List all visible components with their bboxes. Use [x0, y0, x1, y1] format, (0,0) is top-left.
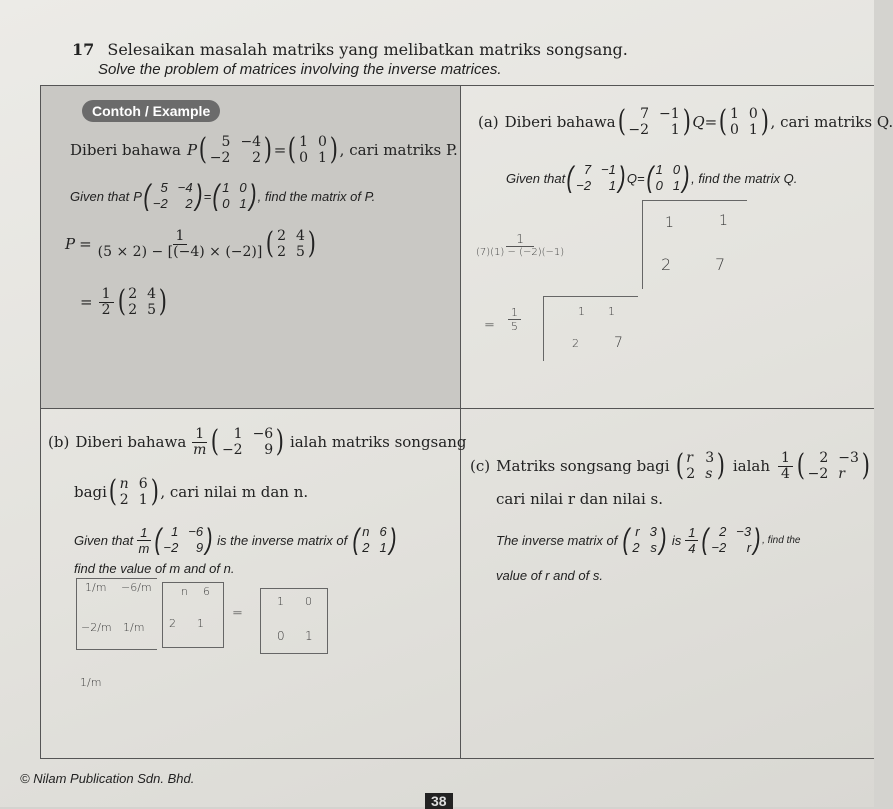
part-a-handwritten-matrix2	[543, 296, 638, 361]
matrix-cell: −2	[576, 178, 592, 193]
part-c-inverse: ( 2 −3 −2 r )	[796, 448, 870, 483]
matrix-cell: −2	[628, 122, 649, 138]
matrix-cell: 2	[277, 228, 286, 244]
part-a-matrix-en: ( 7 −1 −2 1 )	[566, 161, 626, 194]
equals-sign: =	[79, 235, 92, 253]
matrix-cell: s	[705, 466, 713, 482]
part-a-given-en-suffix: , find the matrix Q.	[691, 170, 798, 186]
matrix-cell: 5	[221, 134, 231, 150]
handwritten-equals: =	[484, 318, 495, 333]
equals-sign: =	[704, 113, 718, 131]
matrix-cell: 1	[748, 122, 758, 138]
matrix-cell: 2	[185, 196, 193, 211]
part-b-en-prefix: Given that	[74, 532, 134, 548]
part-c-given-ms	[470, 450, 872, 482]
matrix-cell: 1	[138, 492, 148, 508]
part-b-given-ms-line2	[74, 476, 308, 508]
fraction-numerator: 1	[685, 525, 698, 541]
part-b-en-line2: find the value of m and of n.	[74, 561, 235, 576]
fraction-denominator: m	[138, 540, 150, 556]
matrix-cell: −1	[659, 106, 680, 122]
part-b-matrix: ( n 6 2 1 )	[108, 474, 159, 509]
part-b-ms-prefix: Diberi bahawa	[75, 433, 187, 451]
matrix-cell: −6/m	[121, 581, 152, 594]
matrix-cell: 4	[296, 228, 305, 244]
example-formula-fraction	[98, 229, 263, 260]
handwritten-equals: =	[232, 606, 243, 621]
matrix-cell: n	[181, 585, 188, 598]
matrix-cell: 2	[819, 450, 829, 466]
question-title-ms: Selesaikan masalah matriks yang melibatkan matriks songsang.	[107, 40, 628, 59]
matrix-cell: 3	[705, 450, 715, 466]
matrix-cell: n	[119, 476, 129, 492]
part-b-inverse-en: ( 1 −6 −2 9 )	[154, 523, 213, 556]
matrix-cell: −2	[152, 196, 168, 211]
fraction-numerator: 1	[99, 287, 114, 303]
part-c-en-suffix: , find the	[762, 534, 801, 546]
part-a-given-ms-suffix: , cari matriks Q.	[770, 113, 893, 131]
matrix-cell: 1	[277, 595, 284, 608]
example-given-en	[70, 180, 375, 212]
grid-bottom-line	[40, 758, 874, 759]
matrix-cell: 2	[169, 617, 176, 630]
matrix-cell: −4	[240, 134, 262, 150]
matrix-cell: −2	[163, 540, 179, 555]
equals-sign: =	[273, 141, 287, 159]
matrix-cell: 1	[222, 180, 230, 195]
matrix-cell: 7	[640, 106, 649, 122]
part-a-handwritten-fraction	[476, 232, 564, 258]
equals-sign: =	[80, 293, 93, 311]
grid-middle-line	[460, 85, 461, 759]
matrix-cell: 1	[197, 617, 204, 630]
part-c-en-mid: is	[671, 532, 682, 548]
matrix-cell: 2	[632, 540, 640, 555]
matrix-cell: 6	[379, 524, 387, 539]
part-c-matrix: ( r 3 2 s )	[675, 448, 726, 483]
matrix-cell: 0	[729, 122, 739, 138]
matrix-cell: −2	[209, 150, 231, 166]
fraction-denominator: (5 × 2) − [(−4) × (−2)]	[97, 243, 263, 260]
copyright: © Nilam Publication Sdn. Bhd.	[20, 771, 195, 786]
fraction-numerator: 1	[137, 525, 150, 541]
matrix-cell: 1	[608, 305, 615, 318]
part-a-q-symbol: Q	[692, 113, 705, 131]
matrix-cell: 0	[672, 162, 681, 177]
page-number: 38	[425, 793, 453, 809]
matrix-cell: r	[838, 466, 845, 482]
matrix-cell: 5	[296, 244, 305, 260]
part-a-identity-en: ( 1 0 0 1 )	[646, 161, 690, 194]
part-b-ms-line2-prefix: bagi	[74, 483, 107, 501]
example-result-fraction	[99, 287, 114, 318]
matrix-cell: 1	[239, 196, 247, 211]
part-c-ms-mid: ialah	[732, 457, 771, 475]
part-b-handwritten-extra: 1/m	[80, 676, 102, 689]
matrix-cell: 1	[379, 540, 387, 555]
handwritten-denominator: (7)(1) − (−2)(−1)	[476, 247, 565, 258]
matrix-cell: −1	[601, 162, 616, 177]
matrix-cell: 9	[264, 442, 274, 458]
part-a-handwritten-matrix	[642, 200, 747, 289]
matrix-cell: 6	[138, 476, 148, 492]
example-adjoint: ( 2 4 2 5 )	[266, 226, 316, 261]
part-a-matrix: ( 7 −1 −2 1 )	[617, 104, 691, 139]
part-a-handwritten-frac2	[508, 306, 521, 333]
matrix-cell: r	[686, 450, 693, 466]
example-matrix-a-en: ( 5 −4 −2 2 )	[143, 179, 203, 212]
matrix-cell: s	[650, 540, 657, 555]
matrix-cell: −6	[252, 426, 274, 442]
matrix-cell: 5	[147, 302, 157, 318]
example-result	[80, 286, 169, 318]
matrix-cell: 2	[719, 524, 727, 539]
matrix-cell: 1	[608, 178, 616, 193]
matrix-cell: 1	[729, 106, 739, 122]
matrix-cell: −2	[711, 540, 727, 555]
grid-mid-line	[40, 408, 874, 409]
fraction-numerator: 1	[173, 229, 188, 245]
matrix-cell: r	[635, 524, 640, 539]
fraction-denominator: 4	[781, 465, 790, 482]
example-formula	[65, 228, 318, 260]
part-c-fraction	[778, 451, 793, 482]
matrix-cell: 5	[160, 180, 168, 195]
example-matrix-a: ( 5 −4 −2 2 )	[198, 132, 273, 167]
matrix-cell: 9	[195, 540, 204, 555]
matrix-cell: 0	[655, 178, 663, 193]
matrix-cell: 2	[277, 244, 286, 260]
example-badge: Contoh / Example	[82, 100, 220, 122]
part-b-given-ms	[48, 426, 466, 458]
part-c-label: (c)	[470, 457, 491, 475]
part-c-matrix-en: ( r 3 2 s )	[622, 523, 667, 556]
fraction-denominator: 4	[688, 540, 696, 556]
part-b-en-mid: is the inverse matrix of	[217, 532, 348, 548]
matrix-cell: 7	[583, 162, 592, 177]
example-p-symbol: P	[186, 141, 198, 159]
part-a-given-en	[506, 162, 797, 194]
matrix-cell: 3	[649, 524, 657, 539]
example-p-symbol: P	[65, 235, 76, 253]
matrix-cell: 1	[233, 426, 243, 442]
equals-sign: =	[637, 170, 645, 186]
matrix-cell: 0	[318, 134, 327, 150]
example-identity: ( 1 0 0 1 )	[288, 132, 338, 167]
matrix-cell: r	[746, 540, 752, 555]
fraction-denominator: m	[193, 441, 207, 458]
part-a-given-ms	[478, 106, 893, 138]
part-b-handwritten-matrix2	[162, 582, 224, 648]
matrix-cell: 2	[661, 255, 672, 274]
handwritten-numerator: 1	[506, 232, 534, 247]
example-p-symbol: P	[133, 188, 142, 204]
part-a-given-en-prefix: Given that	[506, 170, 566, 186]
fraction-numerator: 1	[192, 427, 207, 443]
matrix-cell: 0	[305, 595, 312, 608]
matrix-cell: 2	[128, 286, 138, 302]
matrix-cell: 1	[719, 213, 728, 229]
matrix-cell: 1	[318, 150, 327, 166]
part-a-given-ms-prefix: Diberi bahawa	[504, 113, 616, 131]
part-b-handwritten-identity	[260, 588, 328, 654]
matrix-cell: 7	[715, 255, 726, 274]
matrix-cell: 4	[147, 286, 157, 302]
part-b-ms-line2-suffix: , cari nilai m dan n.	[160, 483, 309, 501]
matrix-cell: 0	[748, 106, 758, 122]
part-b-ms-mid: ialah matriks songsang	[289, 433, 467, 451]
matrix-cell: 1	[305, 629, 313, 643]
part-c-inverse-en: ( 2 −3 −2 r )	[701, 523, 761, 556]
matrix-cell: −4	[177, 180, 193, 195]
matrix-cell: −2	[221, 442, 243, 458]
part-b-fraction-en	[137, 525, 150, 556]
matrix-cell: 2	[128, 302, 138, 318]
part-b-given-en	[74, 524, 398, 556]
question-title-en: Solve the problem of matrices involving the inverse matrices.	[98, 61, 502, 78]
part-c-ms-prefix: Matriks songsang bagi	[496, 457, 670, 475]
example-given-ms-prefix: Diberi bahawa	[70, 141, 181, 159]
matrix-cell: 2	[362, 540, 370, 555]
matrix-cell: 6	[203, 585, 210, 598]
matrix-cell: 1	[578, 305, 585, 318]
part-c-en-line2: value of r and of s.	[496, 568, 603, 583]
example-given-ms-suffix: , cari matriks P.	[339, 141, 458, 159]
matrix-cell: 0	[222, 196, 230, 211]
matrix-cell: 2	[686, 466, 696, 482]
part-c-given-en	[496, 524, 800, 556]
part-b-label: (b)	[48, 433, 70, 451]
matrix-cell: 2	[119, 492, 129, 508]
matrix-cell: 0	[277, 629, 285, 643]
fraction-numerator: 1	[778, 451, 793, 467]
part-c-fraction-en	[685, 525, 698, 556]
matrix-cell: 1	[171, 524, 179, 539]
part-a-label: (a)	[478, 113, 499, 131]
question-number: 17	[72, 40, 95, 59]
equals-sign: =	[203, 188, 212, 204]
handwritten-numerator: 1	[508, 306, 521, 320]
matrix-cell: −2/m	[81, 621, 112, 634]
matrix-cell: 0	[299, 150, 309, 166]
example-given-ms	[70, 134, 458, 166]
matrix-cell: 1	[655, 162, 663, 177]
matrix-cell: 1	[670, 122, 680, 138]
matrix-cell: 1/m	[85, 581, 107, 594]
matrix-cell: −3	[736, 524, 752, 539]
matrix-cell: 2	[572, 337, 579, 350]
matrix-cell: −2	[807, 466, 829, 482]
matrix-cell: 1	[299, 134, 309, 150]
matrix-cell: n	[362, 524, 370, 539]
fraction-denominator: 2	[101, 301, 111, 318]
handwritten-denominator: 5	[511, 320, 518, 333]
part-a-q-symbol: Q	[626, 170, 638, 186]
matrix-cell: 7	[614, 335, 623, 351]
matrix-cell: 1/m	[123, 621, 145, 634]
matrix-cell: −3	[838, 450, 859, 466]
matrix-cell: 1	[672, 178, 681, 193]
part-b-handwritten-matrix1	[76, 578, 157, 650]
grid-left-line	[40, 85, 41, 759]
example-identity-en: ( 1 0 0 1 )	[212, 179, 257, 212]
part-b-fraction	[192, 427, 207, 458]
matrix-cell: 1	[665, 215, 674, 231]
question-header	[72, 40, 628, 59]
part-a-identity: ( 1 0 0 1 )	[719, 104, 769, 139]
part-c-ms-line2: cari nilai r dan nilai s.	[496, 490, 663, 508]
part-b-matrix-en: ( n 6 2 1 )	[352, 523, 397, 556]
example-given-en-prefix: Given that	[70, 188, 130, 204]
example-given-en-suffix: , find the matrix of P.	[257, 188, 376, 204]
example-result-matrix: ( 2 4 2 5 )	[117, 284, 168, 319]
matrix-cell: 2	[252, 150, 262, 166]
matrix-cell: −6	[188, 524, 204, 539]
grid-top-line	[40, 85, 874, 86]
part-b-inverse: ( 1 −6 −2 9 )	[210, 424, 285, 459]
part-c-en-prefix: The inverse matrix of	[496, 532, 618, 548]
matrix-cell: 0	[239, 180, 247, 195]
